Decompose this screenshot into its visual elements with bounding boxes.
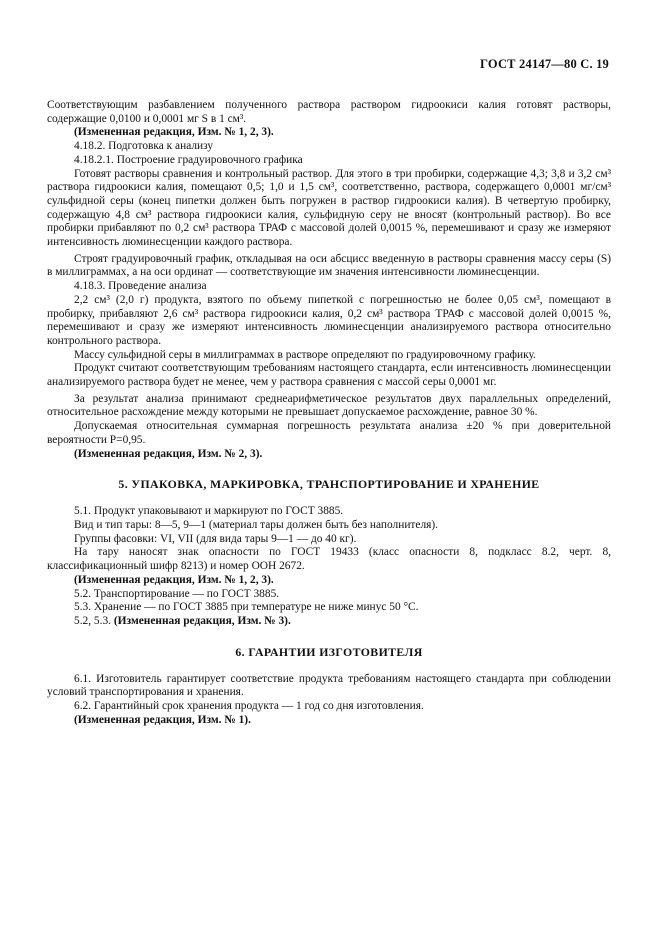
amendment-note: (Измененная редакция, Изм. № 1, 2, 3). xyxy=(74,573,274,586)
amendment-note: (Измененная редакция, Изм. № 2, 3). xyxy=(74,447,263,460)
paragraph: Соответствующим разбавлением полученного раствора раствором гидроокиси калия готовят растворы, содержащие 0,0100 и 0,0001 мг S в 1 см³. xyxy=(47,99,611,125)
clause-heading: 4.18.3. Проведение анализа xyxy=(74,280,207,293)
paragraph: 5.3. Хранение — по ГОСТ 3885 при температуре не ниже минус 50 °С. xyxy=(74,601,419,614)
paragraph: 2,2 см³ (2,0 г) продукта, взятого по объему пипеткой с погрешностью не более 0,05 см³, помещают в пробирку, прибавляют 2,6 см³ раствора гидроокиси калия, 0,2 см³ раствора ТРАФ с массовой долей 0,0015 %, перемешивают и сразу же измеряют интенсивность люминесценции анализируемого раствора относительно контрольного раствора. xyxy=(47,293,611,347)
paragraph: Строят градуировочный график, откладывая на оси абсцисс введенную в растворы сравнения массу серы (S) в миллиграммах, а на оси ординат — соответствующие им значения интенсивности люминесценции. xyxy=(47,252,611,279)
page-header: ГОСТ 24147—80 С. 19 xyxy=(480,57,609,71)
amendment-note: (Измененная редакция, Изм. № 3). xyxy=(113,614,291,627)
paragraph: Группы фасовки: VI, VII (для вида тары 9—1 — до 40 кг). xyxy=(74,532,357,545)
paragraph: 5.2. Транспортирование — по ГОСТ 3885. xyxy=(74,587,280,600)
paragraph xyxy=(47,615,611,629)
clause-heading: 4.18.2.1. Построение градуировочного графика xyxy=(74,153,303,166)
paragraph: Вид и тип тары: 8—5, 9—1 (материал тары должен быть без наполнителя). xyxy=(74,518,439,531)
paragraph: Массу сульфидной серы в миллиграммах в растворе определяют по градуировочному графику. xyxy=(74,348,536,361)
paragraph: На тару наносят знак опасности по ГОСТ 19433 (класс опасности 8, подкласс 8.2, черт. 8, классификационный шифр 8213) и номер ООН 2672. xyxy=(47,546,611,573)
clause-heading: 4.18.2. Подготовка к анализу xyxy=(74,140,214,153)
page-body xyxy=(47,99,611,727)
paragraph: Продукт считают соответствующим требованиям настоящего стандарта, если интенсивность люминесценции анализируемого раствора будет не менее, чем у раствора сравнения с массой серы 0,0001 мг. xyxy=(47,362,611,389)
paragraph: Допускаемая относительная суммарная погрешность результата анализа ±20 % при доверительной вероятности P=0,95. xyxy=(47,420,611,446)
section-5-title: 5. УПАКОВКА, МАРКИРОВКА, ТРАНСПОРТИРОВАНИЕ И ХРАНЕНИЕ xyxy=(118,477,540,492)
paragraph: За результат анализа принимают среднеарифметическое результатов двух параллельных определений, относительное расхождение между которыми не превышает допускаемое расхождение, равное 30 %. xyxy=(47,392,611,419)
paragraph: 6.2. Гарантийный срок хранения продукта — 1 год со дня изготовления. xyxy=(74,700,424,713)
clause-ref: 5.2, 5.3. xyxy=(74,614,114,627)
amendment-note: (Измененная редакция, Изм. № 1). xyxy=(74,713,251,726)
section-6-title: 6. ГАРАНТИИ ИЗГОТОВИТЕЛЯ xyxy=(235,644,423,659)
paragraph: 5.1. Продукт упаковывают и маркируют по ГОСТ 3885. xyxy=(74,505,344,518)
paragraph: Готовят растворы сравнения и контрольный раствор. Для этого в три пробирки, содержащие 4,3; 3,8 и 3,2 см³ раствора гидроокиси калия, помещают 0,5; 1,0 и 1,5 см³, соответственно, раствора, содержащего 0,0001 мг/см³ сульфидной серы (конец пипетки должен быть погружен в раствор гидроокиси калия). В четвертую пробирку, содержащую 4,8 см³ раствора гидроокиси калия, сульфидную серу не вносят (контрольный раствор). Во все пробирки прибавляют по 0,2 см³ раствора ТРАФ с массовой долей 0,0015 %, перемешивают и сразу же измеряют интенсивность люминесценции каждого раствора. xyxy=(47,167,611,249)
paragraph: 6.1. Изготовитель гарантирует соответствие продукта требованиям настоящего стандарта при соблюдении условий транспортирования и хранения. xyxy=(47,672,611,699)
amendment-note: (Измененная редакция, Изм. № 1, 2, 3). xyxy=(74,126,274,139)
